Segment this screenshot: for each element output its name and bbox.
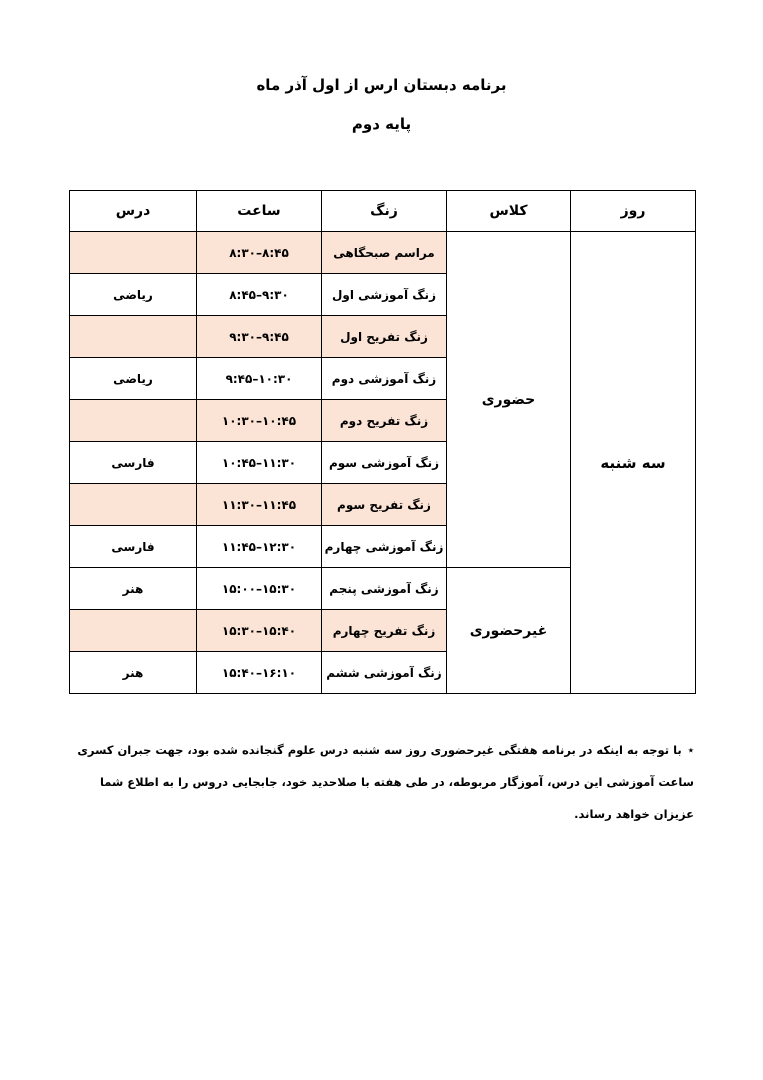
subject-cell: هنر — [70, 568, 197, 610]
time-cell: ۱۵:۴۰–۱۶:۱۰ — [197, 652, 322, 694]
table-row — [70, 232, 696, 274]
subject-cell: هنر — [70, 652, 197, 694]
time-cell: ۱۱:۴۵–۱۲:۳۰ — [197, 526, 322, 568]
subject-cell — [70, 484, 197, 526]
subject-cell — [70, 400, 197, 442]
table-header-row — [70, 191, 696, 232]
bell-cell: زنگ آموزشی ششم — [322, 652, 447, 694]
column-header-time: ساعت — [197, 191, 322, 232]
bell-cell: زنگ آموزشی پنجم — [322, 568, 447, 610]
footnote-text: با توجه به اینکه در برنامه هفتگی غیرحضوری روز سه شنبه درس علوم گنجانده شده بود، جهت جبران کسری ساعت آموزشی این درس، آموزگار مربوطه، در طی هفته با صلاحدید خود، جابجایی دروس را به اطلاع شما عزیزان خواهد رساند. — [77, 743, 694, 821]
subject-cell — [70, 610, 197, 652]
schedule-table — [69, 190, 696, 694]
subject-cell — [70, 316, 197, 358]
asterisk-mark: ٭ — [687, 743, 694, 757]
time-cell: ۱۰:۴۵–۱۱:۳۰ — [197, 442, 322, 484]
time-cell: ۹:۳۰–۹:۴۵ — [197, 316, 322, 358]
time-cell: ۱۱:۳۰–۱۱:۴۵ — [197, 484, 322, 526]
column-header-class: کلاس — [447, 191, 571, 232]
subject-cell: فارسی — [70, 526, 197, 568]
bell-cell: زنگ آموزشی چهارم — [322, 526, 447, 568]
time-cell: ۱۰:۳۰–۱۰:۴۵ — [197, 400, 322, 442]
bell-cell: زنگ تفریح سوم — [322, 484, 447, 526]
day-cell: سه شنبه — [571, 232, 696, 694]
bell-cell: مراسم صبحگاهی — [322, 232, 447, 274]
column-header-day: روز — [571, 191, 696, 232]
time-cell: ۸:۳۰–۸:۴۵ — [197, 232, 322, 274]
time-cell: ۱۵:۳۰–۱۵:۴۰ — [197, 610, 322, 652]
bell-cell: زنگ آموزشی دوم — [322, 358, 447, 400]
subject-cell — [70, 232, 197, 274]
class-type-cell: غیرحضوری — [447, 568, 571, 694]
bell-cell: زنگ آموزشی سوم — [322, 442, 447, 484]
class-type-cell: حضوری — [447, 232, 571, 568]
footnote — [72, 734, 694, 830]
table-body — [70, 232, 696, 694]
bell-cell: زنگ تفریح چهارم — [322, 610, 447, 652]
column-header-bell: زنگ — [322, 191, 447, 232]
column-header-subject: درس — [70, 191, 197, 232]
time-cell: ۸:۴۵–۹:۳۰ — [197, 274, 322, 316]
subject-cell: ریاضی — [70, 358, 197, 400]
page-subtitle: پایه دوم — [351, 115, 412, 133]
bell-cell: زنگ آموزشی اول — [322, 274, 447, 316]
time-cell: ۱۵:۰۰–۱۵:۳۰ — [197, 568, 322, 610]
bell-cell: زنگ تفریح اول — [322, 316, 447, 358]
time-cell: ۹:۴۵–۱۰:۳۰ — [197, 358, 322, 400]
subject-cell: ریاضی — [70, 274, 197, 316]
page-title: برنامه دبستان ارس از اول آذر ماه — [256, 76, 507, 94]
bell-cell: زنگ تفریح دوم — [322, 400, 447, 442]
subject-cell: فارسی — [70, 442, 197, 484]
